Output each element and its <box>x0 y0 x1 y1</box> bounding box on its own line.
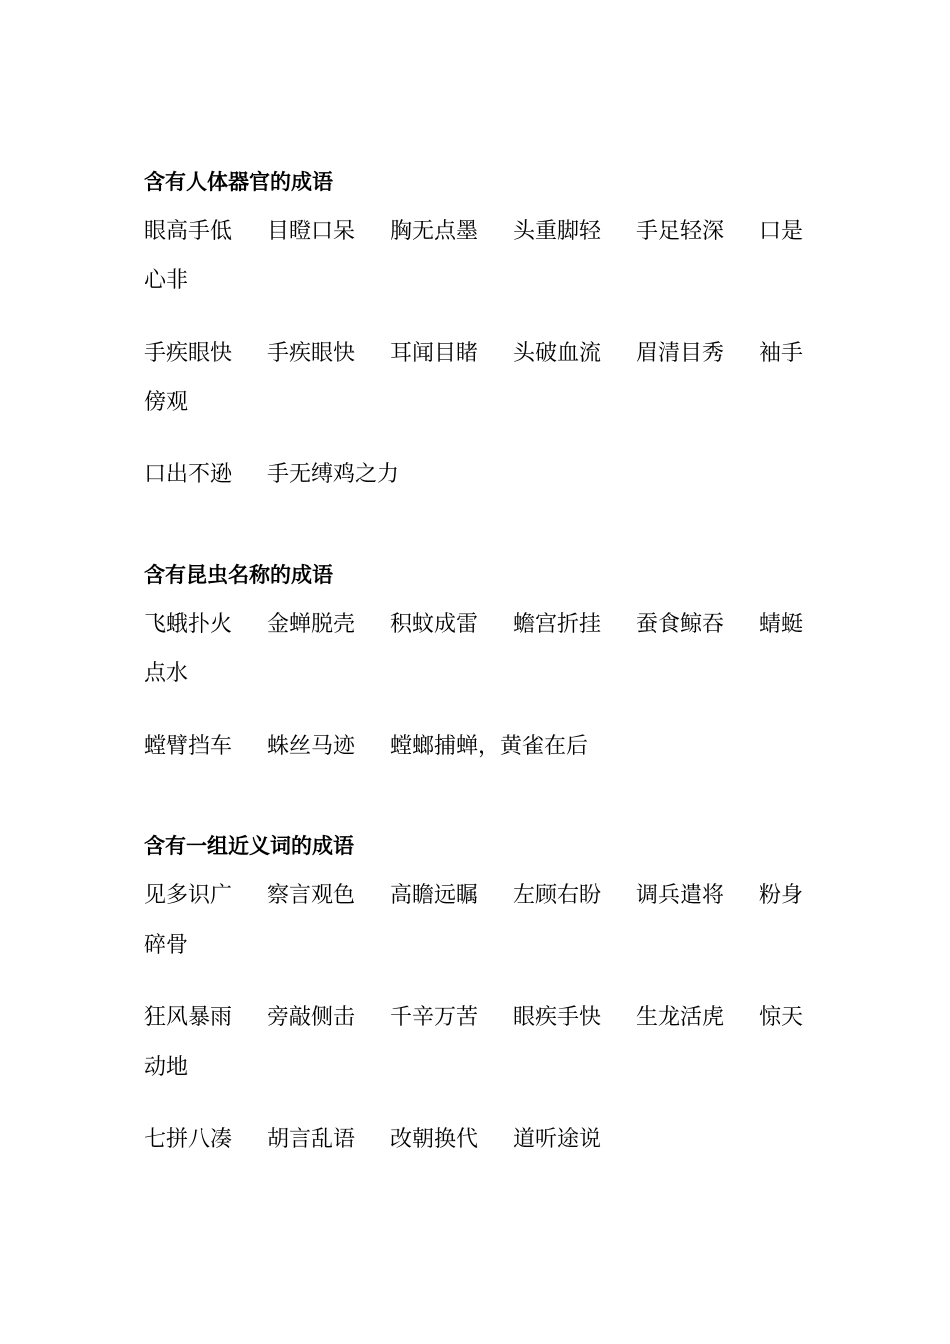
idiom: 心非 <box>144 268 189 293</box>
idiom: 积蚊成雷 <box>390 612 479 637</box>
idiom: 蜻蜓 <box>759 612 804 637</box>
idiom: 点水 <box>144 661 189 686</box>
idiom: 动地 <box>144 1055 189 1080</box>
idiom: 左顾右盼 <box>513 883 602 908</box>
idiom: 眼疾手快 <box>513 1005 602 1030</box>
idiom: 手无缚鸡之力 <box>267 462 400 487</box>
idiom: 惊天 <box>759 1005 804 1030</box>
idiom: 金蝉脱壳 <box>267 612 356 637</box>
idiom: 袖手 <box>759 341 804 366</box>
section-heading-synonyms: 含有一组近义词的成语 <box>144 834 354 858</box>
idiom: 见多识广 <box>144 883 233 908</box>
idiom: 手足轻深 <box>636 219 725 244</box>
idiom: 头破血流 <box>513 341 602 366</box>
idiom: 粉身 <box>759 883 804 908</box>
idiom: 旁敲侧击 <box>267 1005 356 1030</box>
idiom: 耳闻目睹 <box>390 341 479 366</box>
idiom: 碎骨 <box>144 933 189 958</box>
idiom: 调兵遣将 <box>636 883 725 908</box>
idiom: 胡言乱语 <box>267 1127 356 1152</box>
idiom: 眉清目秀 <box>636 341 725 366</box>
idiom: 改朝换代 <box>390 1127 479 1152</box>
idiom: 察言观色 <box>267 883 356 908</box>
idiom: 手疾眼快 <box>144 341 233 366</box>
idiom: 道听途说 <box>513 1127 602 1152</box>
section-heading-insects: 含有昆虫名称的成语 <box>144 563 333 587</box>
section-heading-body-organs: 含有人体器官的成语 <box>144 170 333 194</box>
idiom: 生龙活虎 <box>636 1005 725 1030</box>
idiom: 螳臂挡车 <box>144 734 233 759</box>
idiom: 头重脚轻 <box>513 219 602 244</box>
idiom: 傍观 <box>144 390 189 415</box>
idiom: 蟾宫折挂 <box>513 612 602 637</box>
idiom: 眼高手低 <box>144 219 233 244</box>
idiom: 手疾眼快 <box>267 341 356 366</box>
idiom: 千辛万苦 <box>390 1005 479 1030</box>
idiom: 七拼八凑 <box>144 1127 233 1152</box>
idiom: 蛛丝马迹 <box>267 734 356 759</box>
idiom: 目瞪口呆 <box>267 219 356 244</box>
idiom: 口出不逊 <box>144 462 233 487</box>
idiom: 胸无点墨 <box>390 219 479 244</box>
idiom: 狂风暴雨 <box>144 1005 233 1030</box>
idiom: 口是 <box>759 219 804 244</box>
idiom: 飞蛾扑火 <box>144 612 233 637</box>
idiom: 蚕食鲸吞 <box>636 612 725 637</box>
idiom: 高瞻远瞩 <box>390 883 479 908</box>
idiom: 螳螂捕蝉，黄雀在后 <box>390 734 589 759</box>
